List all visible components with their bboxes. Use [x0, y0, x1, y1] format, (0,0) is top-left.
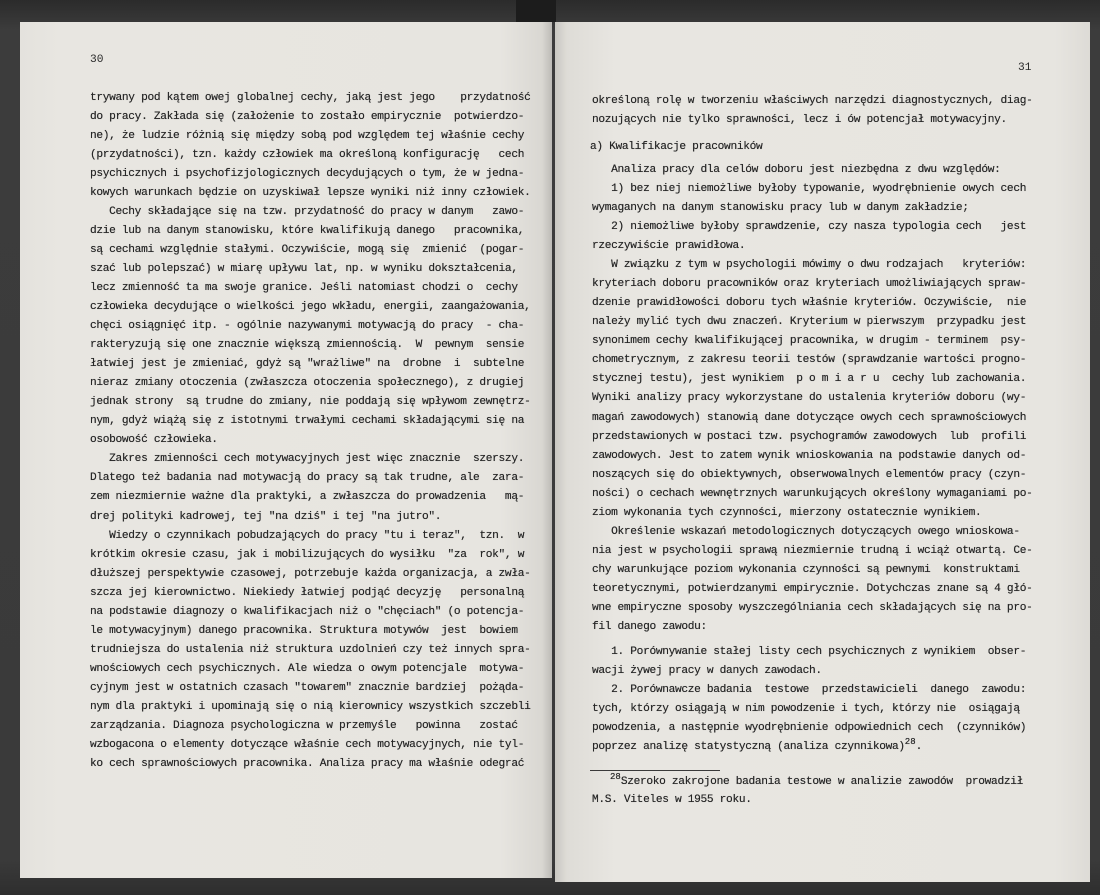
text-line: trywany pod kątem owej globalnej cechy, jaką jest jego przydatność: [90, 91, 531, 104]
footnote-line: M.S. Viteles w 1955 roku.: [592, 793, 752, 806]
footnote-line: [610, 773, 1023, 792]
text-line: wne empiryczne sposoby wyszczególniania cech składających się na pro-: [592, 602, 1033, 615]
text-line: należy mylić tych dwu znaczeń. Kryterium w pierwszym przypadku jest: [592, 316, 1027, 329]
list-item-line-with-footnote: [592, 738, 1026, 757]
text-line: rzeczywiście prawidłowa.: [592, 239, 746, 252]
text-line: Dlatego też badania nad motywacją do pracy są tak trudne, ale zara-: [90, 472, 525, 485]
right-page-intro: [592, 92, 1032, 130]
sentence-end: .: [915, 740, 922, 753]
text-line: magań zawodowych) stanowią dane dotyczące owych cech sprawnościowych: [592, 411, 1027, 424]
text-line: psychicznych i psychofizjologicznych decydujących o tym, że w jedna-: [90, 167, 525, 180]
text-line: Cechy składające się na tzw. przydatność do pracy w danym zawo-: [90, 205, 525, 218]
text-line: cyjnym jest w ostatnich czasach "towarem" znacznie bardziej pożąda-: [90, 681, 525, 694]
text-line: le motywacyjnym) danego pracownika. Struktura motywów jest bowiem: [90, 624, 518, 637]
text-line: dłuższej perspektywie czasowej, potrzebuje każda organizacja, a zwła-: [90, 567, 531, 580]
text-line: określoną rolę w tworzeniu właściwych narzędzi diagnostycznych, diag-: [592, 94, 1033, 107]
text-line: Określenie wskazań metodologicznych dotyczących owego wnioskowa-: [592, 525, 1020, 538]
list-item-text: poprzez analizę statystyczną (analiza czynnikowa): [592, 740, 905, 753]
text-line: nieraz zmiany otoczenia (zwłaszcza otoczenia społecznego), z drugiej: [90, 377, 525, 390]
text-line: chęci osiągnięć itp. - ogólnie nazywanymi motywacją do pracy - cha-: [90, 320, 525, 333]
text-line: osobowość człowieka.: [90, 434, 218, 447]
text-line: szać lub polepszać) w miarę upływu lat, np. w wyniku dokształcenia,: [90, 262, 518, 275]
text-line: wnościowych cech psychicznych. Ale wiedza o owym potencjale motywa-: [90, 662, 525, 675]
text-line: są cechami względnie stałymi. Oczywiście, mogą się zmienić (pogar-: [90, 243, 525, 256]
text-line: jednak strony są trudne do zmiany, nie poddają się wpływom zewnętrz-: [90, 396, 531, 409]
left-page: [20, 22, 552, 878]
text-line: zarządzania. Diagnoza psychologiczna w przemyśle powinna zostać: [90, 720, 518, 733]
text-line: chometrycznym, z zakresu teorii testów (sprawdzanie wartości progno-: [592, 354, 1027, 367]
text-line: przedstawionych w postaci tzw. psychogramów zawodowych lub profili: [592, 430, 1027, 443]
text-line: synonimem cechy kwalifikującej pracownika, w drugim - terminem psy-: [592, 335, 1027, 348]
binding-shadow: [516, 0, 556, 22]
text-line: kryteriach doboru pracowników oraz kryteriach umożliwiających spraw-: [592, 277, 1027, 290]
text-line: kowych warunkach będzie on uzyskiwał lepsze wyniki niż inny człowiek.: [90, 186, 531, 199]
text-line: nozujących nie tylko sprawności, lecz i ów potencjał motywacyjny.: [592, 113, 1007, 126]
text-line: 2) niemożliwe byłoby sprawdzenie, czy nasza typologia cech jest: [592, 220, 1027, 233]
list-item-line: wacji żywej pracy w danych zawodach.: [592, 664, 822, 677]
left-page-text: [90, 89, 530, 775]
text-line: szcza jej kierownictwo. Niekiedy łatwiej podjąć decyzję personalną: [90, 586, 525, 599]
footnote-rule: [590, 770, 720, 771]
text-line: zem niezmiernie ważne dla praktyki, a zwłaszcza do prowadzenia mą-: [90, 491, 525, 504]
text-line: człowieka decydujące o wielkości jego wkładu, energii, zaangażowania,: [90, 301, 531, 314]
page-number: 31: [1018, 62, 1032, 74]
right-page: [555, 22, 1090, 882]
text-line: fil danego zawodu:: [592, 621, 707, 634]
footnote-text: Szeroko zakrojone badania testowe w analizie zawodów prowadził: [620, 775, 1023, 788]
text-line: W związku z tym w psychologii mówimy o dwu rodzajach kryteriów:: [592, 258, 1027, 271]
text-line: Zakres zmienności cech motywacyjnych jest więc znacznie szerszy.: [90, 453, 525, 466]
text-line: Analiza pracy dla celów doboru jest niezbędna z dwu względów:: [592, 163, 1001, 176]
footnote-ref: 28: [610, 771, 621, 782]
footnote-continuation: [592, 791, 752, 810]
text-line: ności) o cechach wewnętrznych warunkujących określony wymaganiami po-: [592, 487, 1033, 500]
text-line: wymaganych na danym stanowisku pracy lub w danym zakładzie;: [592, 201, 969, 214]
text-line: teoretycznymi, potwierdzanymi empirycznie. Dotychczas znane są 4 głó-: [592, 583, 1033, 596]
text-line: nia jest w psychologii sprawą niezmiernie trudną i wciąż otwartą. Ce-: [592, 545, 1033, 558]
text-line: wzbogacona o elementy dotyczące właśnie cech motywacyjnych, nie tyl-: [90, 739, 525, 752]
text-line: zawodowych. Jest to zatem wynik wnioskowania na podstawie danych od-: [592, 449, 1027, 462]
text-line: ne), że ludzie różnią się między sobą pod względem tej właśnie cechy: [90, 129, 525, 142]
text-line: nym, gdyż wiążą się z istotnymi trwałymi cechami składającymi się na: [90, 415, 525, 428]
list-item-line: powodzenia, a następnie wyodrębnienie odpowiednich cech (czynników): [592, 721, 1027, 734]
text-line: stycznej testu), jest wynikiem p o m i a r u cechy lub zachowania.: [592, 373, 1027, 386]
text-line: ko cech sprawnościowych pracownika. Analiza pracy ma właśnie odegrać: [90, 758, 525, 771]
right-page-body: [592, 161, 1032, 638]
list-item-line: 2. Porównawcze badania testowe przedstawicieli danego zawodu:: [592, 683, 1027, 696]
text-line: Wiedzy o czynnikach pobudzających do pracy "tu i teraz", tzn. w: [90, 529, 525, 542]
text-line: lecz zmienność ta ma swoje granice. Jeśli natomiast chodzi o cechy: [90, 281, 518, 294]
text-line: drej polityki kadrowej, tej "na dziś" i tej "na jutro".: [90, 510, 442, 523]
text-line: dzie lub na danym stanowisku, które kwalifikują danego pracownika,: [90, 224, 525, 237]
text-line: noszących się do obiektywnych, obserwowalnych elementów pracy (czyn-: [592, 468, 1027, 481]
text-line: trudniejsza do ustalenia niż struktura uzdolnień czy też innych spra-: [90, 643, 531, 656]
text-line: chy warunkujące poziom wykonania czynności są pewnymi konstruktami: [592, 564, 1020, 577]
section-heading-block: [590, 138, 762, 157]
list-item-line: 1. Porównywanie stałej listy cech psychicznych z wynikiem obser-: [592, 645, 1027, 658]
text-line: do pracy. Zakłada się (założenie to zostało empirycznie potwierdzo-: [90, 110, 525, 123]
text-line: rakteryzują się one znacznie większą zmiennością. W pewnym sensie: [90, 339, 525, 352]
text-line: na podstawie diagnozy o kwalifikacjach niż o "chęciach" (o potencja-: [90, 605, 525, 618]
text-line: Wyniki analizy pracy wykorzystane do ustalenia kryteriów doboru (wy-: [592, 392, 1027, 405]
text-line: nym dla praktyki i upominają się o nią kierownicy wszystkich szczebli: [90, 701, 531, 713]
page-number: 30: [90, 54, 104, 66]
text-line: ziom wykonania tych czynności, mierzony ostatecznie wynikiem.: [592, 506, 982, 519]
text-line: krótkim okresie czasu, jak i mobilizujących do wysiłku "za rok", w: [90, 548, 525, 561]
text-line: łatwiej jest je zmieniać, gdyż są "wrażliwe" na drobne i subtelne: [90, 358, 525, 371]
footnote: [610, 773, 1023, 792]
section-heading: a) Kwalifikacje pracowników: [590, 140, 763, 153]
text-line: (przydatności), tzn. każdy człowiek ma określoną konfigurację cech: [90, 148, 525, 161]
footnote-marker: 28: [904, 736, 916, 747]
text-line: 1) bez niej niemożliwe byłoby typowanie, wyodrębnienie owych cech: [592, 182, 1027, 195]
text-line: dzenie prawidłowości doboru tych właśnie kryteriów. Oczywiście, nie: [592, 297, 1027, 310]
list-item-line: tych, którzy osiągają w nim powodzenie i tych, którzy nie osiągają: [592, 702, 1020, 715]
method-list: [592, 643, 1026, 757]
